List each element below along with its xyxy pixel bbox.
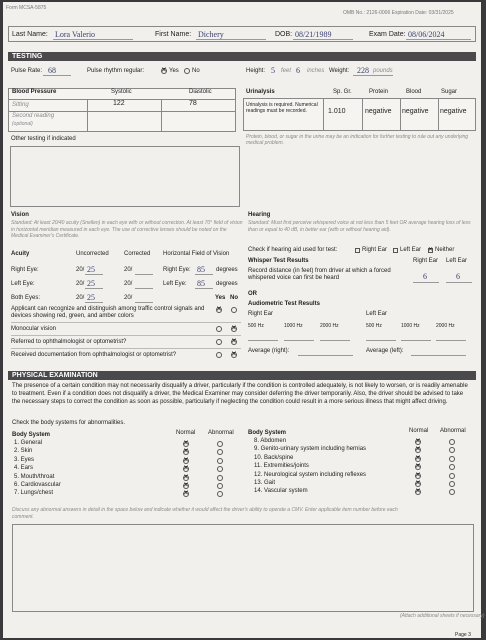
bp-label: Blood Pressure (12, 89, 57, 95)
body-system-label: 14. Vascular system (254, 488, 308, 495)
both-uncorr-prefix: 20/ (76, 295, 85, 301)
bp-col-divider (87, 99, 88, 132)
discuss-instructions: Discuss any abnormal answers in detail in the space below and indicate whether it would affect the driver's ability to operate a CMV. Enter applicable item number before each comment. (12, 507, 398, 520)
uncorrected-header: Uncorrected (76, 251, 109, 257)
pulse-rate-value[interactable]: 68 (48, 66, 56, 75)
sugar-header: Sugar (441, 89, 458, 95)
color-question: Applicant can recognize and distinguish among traffic control signals and devices showing red, green, and amber colors (11, 306, 205, 319)
whisper-right-underline (413, 282, 439, 283)
vision-divider-2 (11, 335, 241, 336)
monocular-yes-radio[interactable] (216, 326, 222, 332)
dob-underline (293, 39, 353, 40)
whisper-text: Record distance (in feet) from driver at which a forced whispered voice can first be heard (248, 268, 391, 281)
corrected-header: Corrected (124, 251, 151, 257)
first-name-label: First Name: (155, 31, 192, 38)
ua-col-divider-3 (400, 98, 401, 131)
bp-row-divider-2 (8, 111, 236, 112)
normal-radio[interactable] (183, 475, 189, 481)
audio-title: Audiometric Test Results (248, 301, 320, 307)
normal-radio[interactable] (183, 491, 189, 497)
body-system-label: 8. Abdomen (254, 438, 287, 444)
vision-divider-3 (11, 348, 241, 349)
vision-divider-1 (11, 322, 241, 323)
right-uncorr-prefix: 20/ (76, 267, 85, 273)
exam-date-underline (406, 39, 471, 40)
body-system-label: 1. General (14, 440, 43, 446)
second-reading-label: Second reading (12, 113, 55, 119)
aid-left-ear-label: Left Ear (400, 247, 422, 253)
left-eye-uncorrected[interactable]: 25 (87, 279, 95, 288)
both-corr-underline (135, 302, 153, 303)
whisper-title: Whisper Test Results (248, 258, 309, 264)
body-system-label: 13. Gait (254, 480, 276, 486)
testing-header: TESTING (8, 52, 476, 61)
body-system-label: 3. Eyes (14, 456, 35, 463)
color-yes-radio[interactable] (216, 307, 222, 313)
rhythm-no-label: No (192, 68, 200, 74)
abnormal-radio[interactable] (217, 483, 223, 489)
right-field-label: Right Eye: (163, 267, 191, 273)
normal-radio[interactable] (415, 447, 421, 453)
left-2000hz: 2000 Hz (436, 323, 455, 329)
left-uncorr-underline (85, 288, 103, 289)
monocular-no-radio[interactable] (231, 326, 237, 332)
left-field-label: Left Eye: (163, 281, 187, 287)
normal-radio[interactable] (183, 449, 189, 455)
last-name-underline (53, 39, 133, 40)
whisper-right-header: Right Ear (413, 258, 439, 264)
referred-no-radio[interactable] (231, 339, 237, 345)
blood-header: Blood (406, 89, 422, 95)
diastolic-header: Diastolic (189, 89, 212, 95)
systolic-header: Systolic (111, 89, 132, 95)
l1000-line (401, 340, 431, 341)
feet-label: feet (281, 68, 292, 74)
monocular-question: Monocular vision (11, 326, 57, 332)
normal-radio[interactable] (183, 458, 189, 464)
whisper-right-value[interactable]: 6 (423, 272, 427, 281)
rhythm-yes-label: Yes (169, 68, 179, 74)
urinalysis-note: Urinalysis is required. Numerical readings must be recorded. (246, 102, 318, 114)
or-label: OR (248, 291, 257, 297)
sitting-systolic-value[interactable]: 122 (113, 100, 125, 107)
normal-radio[interactable] (415, 473, 421, 479)
weight-unit: pounds (373, 68, 393, 74)
normal-header-right: Normal (409, 428, 429, 434)
rhythm-label: Pulse rhythm regular: (87, 68, 145, 74)
abnormal-radio[interactable] (449, 464, 455, 470)
right-eye-uncorrected[interactable]: 25 (87, 265, 95, 274)
attach-note: (Attach additional sheets if necessary) (400, 613, 485, 619)
normal-radio[interactable] (415, 439, 421, 445)
body-system-label: 11. Extremities/joints (254, 463, 309, 470)
abnormal-header-right: Abnormal (440, 428, 466, 434)
exam-date-label: Exam Date: (369, 31, 406, 38)
abnormal-radio[interactable] (217, 458, 223, 464)
documentation-question: Received documentation from ophthalmologist or optometrist? (11, 352, 177, 358)
weight-label: Weight: (329, 68, 350, 74)
omb-number: OMB No.: 2126-0006 Expiration Date: 03/31/2025 (343, 10, 454, 16)
left-eye-label: Left Eye: (11, 281, 35, 287)
right-degrees: degrees (216, 267, 238, 273)
inches-label: inches (307, 68, 325, 74)
ua-col-divider-4 (438, 98, 439, 131)
whisper-left-header: Left Ear (446, 258, 468, 264)
hearing-title: Hearing (248, 212, 271, 218)
normal-header-left: Normal (176, 430, 196, 436)
protein-value[interactable]: negative (365, 108, 392, 115)
normal-radio[interactable] (415, 456, 421, 462)
referred-yes-radio[interactable] (216, 339, 222, 345)
urinalysis-label: Urinalysis (246, 89, 275, 95)
abnormal-radio[interactable] (217, 441, 223, 447)
audio-right-ear: Right Ear (248, 311, 274, 317)
weight-underline (353, 75, 393, 76)
exam-form-page (3, 2, 485, 638)
body-system-label: 4. Ears (14, 465, 34, 472)
left-1000hz: 1000 Hz (401, 323, 420, 329)
abnormal-radio[interactable] (449, 456, 455, 462)
body-system-header-right: Body System (248, 430, 287, 436)
referred-question: Referred to ophthalmologist or optometrist? (11, 339, 127, 345)
color-no-radio[interactable] (231, 307, 237, 313)
right-uncorr-underline (85, 274, 103, 275)
ua-col-divider-2 (362, 98, 363, 131)
l2000-line (436, 340, 466, 341)
form-id: Form MCSA-5875 (6, 5, 47, 11)
both-eyes-label: Both Eyes: (11, 295, 41, 301)
body-system-label: 9. Genito-urinary system including hernias (254, 446, 367, 453)
acuity-header: Acuity (11, 251, 30, 257)
r1000-line (284, 340, 314, 341)
exam-date-value[interactable]: 08/06/2024 (408, 30, 445, 39)
abnormal-radio[interactable] (449, 473, 455, 479)
sitting-label: Sitting (12, 102, 29, 108)
ua-col-divider-1 (323, 98, 324, 131)
pulse-underline (43, 75, 71, 76)
aid-right-ear-label: Right Ear (362, 247, 388, 253)
aid-neither-label: Neither (435, 247, 455, 253)
page-number: Page 3 (455, 632, 471, 638)
both-corr-prefix: 20/ (124, 295, 133, 301)
body-system-label: 12. Neurological system including reflexes (254, 471, 367, 478)
abnormal-radio[interactable] (217, 475, 223, 481)
vision-title: Vision (11, 212, 29, 218)
field-header: Horizontal Field of Vision (163, 251, 230, 257)
first-name-underline (196, 39, 266, 40)
body-system-label: 10. Back/spine (254, 454, 294, 461)
sugar-value[interactable]: negative (440, 108, 467, 115)
r500-line (248, 340, 278, 341)
hearing-aid-label: Check if hearing aid used for test: (248, 247, 338, 253)
other-testing-box[interactable] (10, 146, 240, 207)
sp-gr-header: Sp. Gr. (333, 89, 352, 95)
r2000-line (320, 340, 350, 341)
both-uncorr-underline (85, 302, 103, 303)
height-label: Height: (246, 68, 266, 74)
physical-exam-header: PHYSICAL EXAMINATION (8, 371, 476, 380)
sitting-diastolic-value[interactable]: 78 (189, 100, 197, 107)
abnormal-radio[interactable] (217, 466, 223, 472)
first-name-value[interactable]: Dichery (198, 30, 224, 39)
rhythm-no-radio[interactable] (184, 68, 190, 74)
normal-radio[interactable] (183, 441, 189, 447)
whisper-left-value[interactable]: 6 (456, 272, 460, 281)
normal-radio[interactable] (183, 466, 189, 472)
left-corr-prefix: 20/ (124, 281, 133, 287)
whisper-left-underline (446, 282, 472, 283)
body-system-header-left: Body System (12, 432, 51, 438)
last-name-label: Last Name: (12, 31, 48, 38)
sp-gr-value[interactable]: 1.010 (328, 108, 346, 115)
abnormal-header-left: Abnormal (208, 430, 234, 436)
aid-right-ear-checkbox[interactable] (355, 248, 360, 253)
right-eye-label: Right Eye: (11, 267, 39, 273)
body-system-label: 5. Mouth/throat (14, 473, 55, 480)
protein-header: Protein (369, 89, 389, 95)
check-systems-label: Check the body systems for abnormalities. (12, 420, 126, 426)
comments-box[interactable] (12, 524, 474, 612)
right-field-underline (195, 274, 213, 275)
no-header: No (230, 295, 238, 301)
rhythm-yes-radio[interactable] (161, 68, 167, 74)
abnormal-radio[interactable] (449, 439, 455, 445)
left-500hz: 500 Hz (366, 323, 382, 329)
height-feet-value[interactable]: 5 (271, 66, 275, 75)
normal-radio[interactable] (415, 489, 421, 495)
body-system-label: 2. Skin (14, 448, 33, 455)
abnormal-radio[interactable] (217, 449, 223, 455)
last-name-value[interactable]: Lora Valerio (55, 30, 96, 39)
dob-label: DOB: (275, 31, 293, 38)
right-2000hz: 2000 Hz (320, 323, 339, 329)
vision-standard: Standard: At least 20/40 acuity (Snellen) in each eye with or without correction. At least 70° field of vision in horizontal meridian measured in each eye. The use of corrective lenses should be noted on the Medical Examiner's Certificate. (11, 220, 243, 239)
right-500hz: 500 Hz (248, 323, 264, 329)
abnormal-radio[interactable] (449, 489, 455, 495)
abnormal-radio[interactable] (449, 481, 455, 487)
aid-neither-checkbox[interactable] (428, 248, 433, 253)
left-field-underline (195, 288, 213, 289)
avg-right-label: Average (right): (248, 348, 290, 354)
normal-radio[interactable] (415, 481, 421, 487)
right-corr-prefix: 20/ (124, 267, 133, 273)
right-field-value[interactable]: 85 (197, 265, 205, 274)
avg-right-line (298, 355, 353, 356)
dob-value[interactable]: 08/21/1989 (295, 30, 332, 39)
avg-left-label: Average (left): (366, 348, 404, 354)
blood-value[interactable]: negative (402, 108, 429, 115)
right-corr-underline (135, 274, 153, 275)
normal-radio[interactable] (183, 483, 189, 489)
height-inches-value[interactable]: 6 (296, 66, 300, 75)
left-field-value[interactable]: 85 (197, 279, 205, 288)
aid-left-ear-checkbox[interactable] (393, 248, 398, 253)
abnormal-radio[interactable] (217, 491, 223, 497)
documentation-no-radio[interactable] (231, 352, 237, 358)
bp-col-divider-2 (161, 99, 162, 132)
left-corr-underline (135, 288, 153, 289)
pulse-rate-label: Pulse Rate: (11, 68, 43, 74)
weight-value[interactable]: 228 (357, 66, 369, 75)
other-testing-label: Other testing if indicated (11, 136, 76, 142)
both-eyes-uncorrected[interactable]: 25 (87, 293, 95, 302)
body-system-label: 6. Cardiovascular (14, 482, 61, 488)
physical-intro: The presence of a certain condition may not necessarily disqualify a driver, particularly if the condition is controlled adequately, is not likely to worsen, or is readily amenable to treatment. Even if a condition does not disqualify a driver, the Medical Examiner may consider deferring the driver temporarily. Also, the driver should be advised to take the necessary steps to correct the condition as soon as possible, particularly if neglecting the condition could result in a more serious illness that might affect driving. (12, 383, 468, 405)
normal-radio[interactable] (415, 464, 421, 470)
yes-header: Yes (215, 295, 226, 301)
left-degrees: degrees (216, 281, 238, 287)
left-uncorr-prefix: 20/ (76, 281, 85, 287)
body-system-label: 7. Lungs/chest (14, 490, 54, 497)
audio-left-ear: Left Ear (366, 311, 388, 317)
right-1000hz: 1000 Hz (284, 323, 303, 329)
hearing-standard: Standard: Must first perceive whispered voice at not less than 5 feet OR average hearing loss of less than or equal to 40 dB, in better ear (with or without hearing aid). (248, 220, 471, 233)
abnormal-radio[interactable] (449, 447, 455, 453)
optional-label: (optional) (12, 121, 33, 127)
documentation-yes-radio[interactable] (216, 352, 222, 358)
urinalysis-hint: Protein, blood, or sugar in the urine may be an indication for further testing to rule out any underlying medical problem. (246, 134, 469, 146)
avg-left-line (411, 355, 466, 356)
l500-line (366, 340, 396, 341)
